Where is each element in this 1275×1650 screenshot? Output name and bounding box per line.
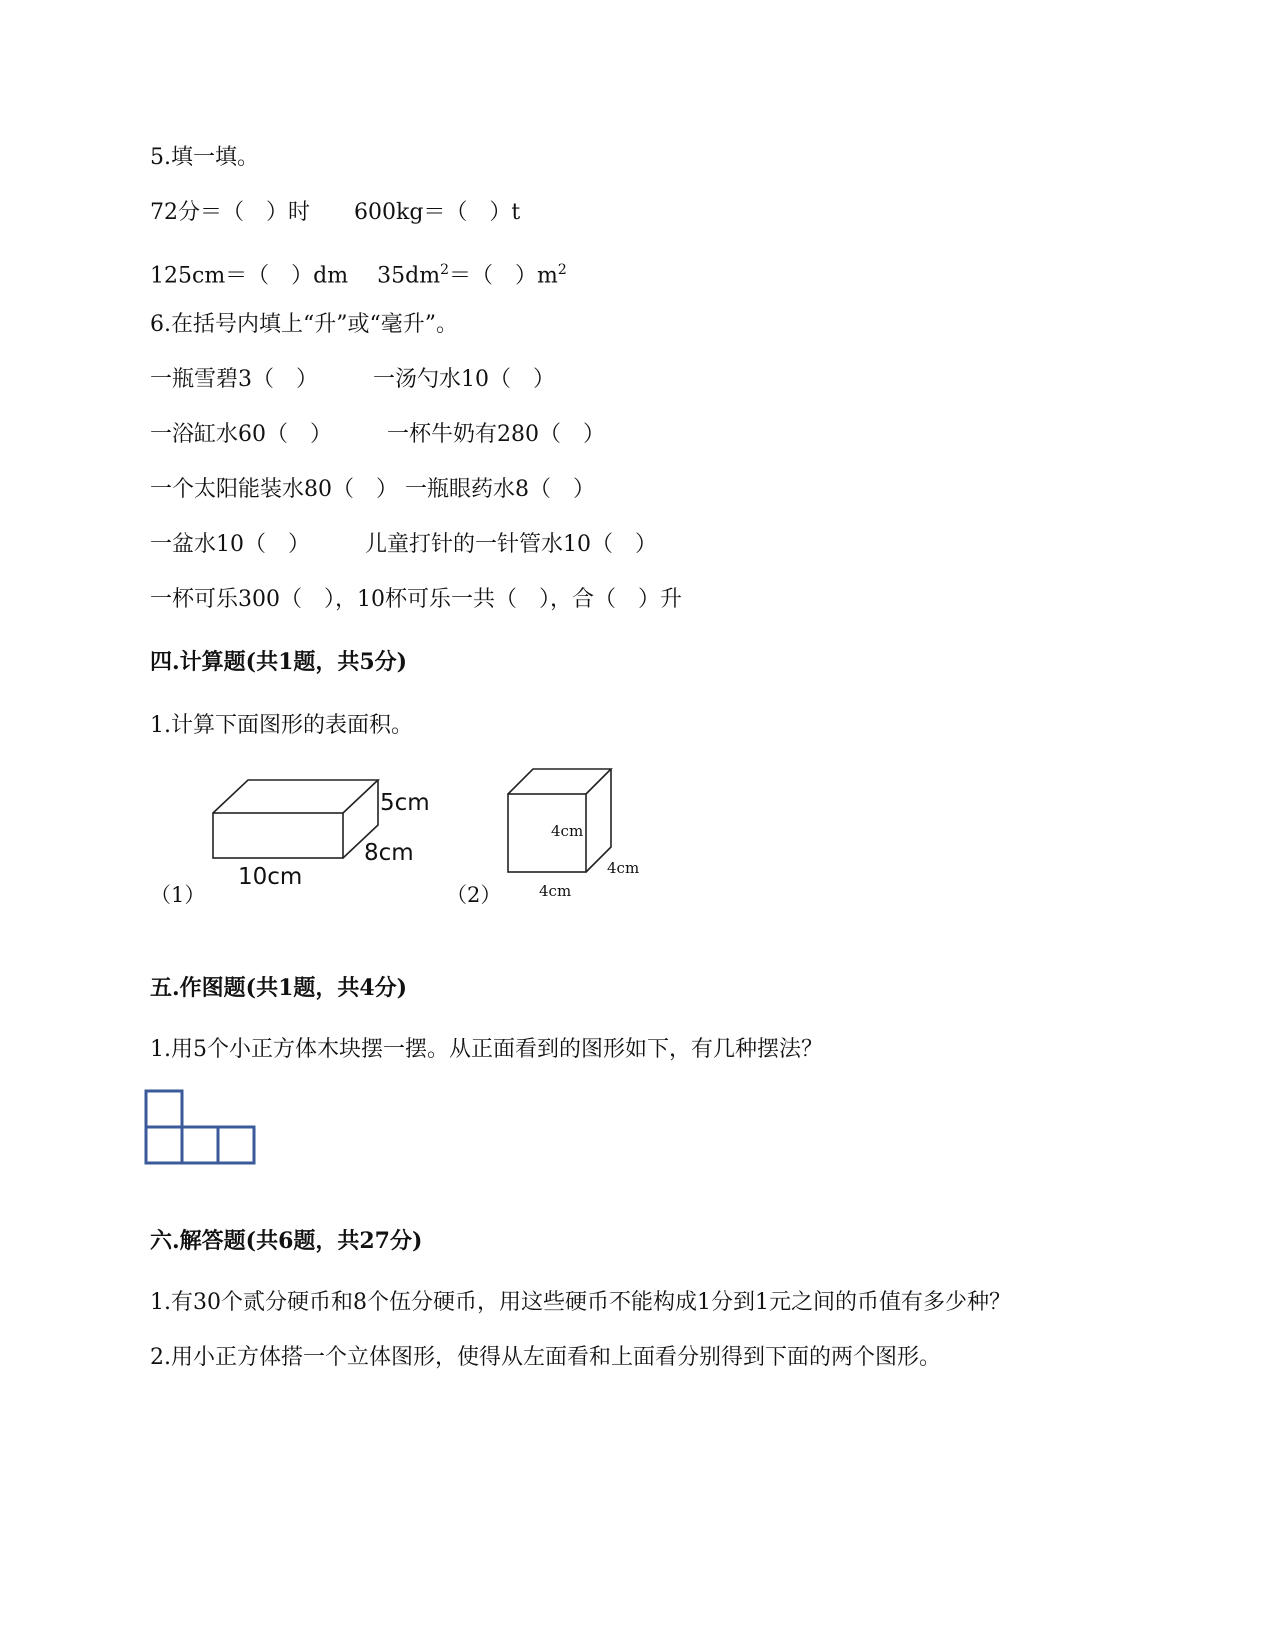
fig2-edge-c-label: 4cm [539,882,572,900]
section5-heading: 五.作图题(共1题，共4分) [150,975,408,1001]
cuboid-figure [210,775,390,870]
section6-q1: 1.有30个贰分硬币和8个伍分硬币，用这些硬币不能构成1分到1元之间的币值有多少种？ [150,1290,1011,1315]
q6-title: 6.在括号内填上“升”或“毫升”。 [150,312,458,337]
section6-q2: 2.用小正方体搭一个立体图形，使得从左面看和上面看分别得到下面的两个图形。 [150,1345,941,1370]
q5-row1: 72分＝（ ）时 600kg＝（ ）t [150,200,521,225]
fig2-label: （2） [446,883,502,907]
grid-cell-top [146,1091,182,1127]
q5-row2-part2: ＝（ ）m [448,263,558,289]
front-view-grid [144,1089,258,1167]
grid-cell-bottom-2 [182,1127,218,1163]
cube-top-face [508,769,611,794]
cuboid-top-face [213,780,378,813]
fig1-length-label: 10cm [238,864,303,890]
fig1-width-label: 8cm [364,840,414,866]
q5-row2-sup1: 2 [440,262,449,278]
q5-row2-part1: 125cm＝（ ）dm 35dm [150,263,441,289]
section4-heading: 四.计算题(共1题，共5分) [150,649,408,675]
q6-row-3: 一个太阳能装水80（ ） 一瓶眼药水8（ ） [150,477,595,502]
q6-row-4: 一盆水10（ ） 儿童打针的一针管水10（ ） [150,532,657,557]
section6-heading: 六.解答题(共6题，共27分) [150,1228,423,1254]
q5-title: 5.填一填。 [150,145,259,170]
q6-row-5: 一杯可乐300（ ），10杯可乐一共（ ），合（ ）升 [150,587,682,612]
section4-q1: 1.计算下面图形的表面积。 [150,713,413,738]
grid-cell-bottom-3 [218,1127,254,1163]
fig1-height-label: 5cm [380,790,430,816]
q5-row2 [150,256,567,290]
fig2-edge-a-label: 4cm [551,822,584,840]
q6-row-2: 一浴缸水60（ ） 一杯牛奶有280（ ） [150,422,605,447]
section5-q1: 1.用5个小正方体木块摆一摆。从正面看到的图形如下，有几种摆法？ [150,1037,823,1062]
cuboid-front-face [213,813,343,858]
grid-cell-bottom-1 [146,1127,182,1163]
q5-row2-sup2: 2 [557,262,567,278]
q6-row-1: 一瓶雪碧3（ ） 一汤勺水10（ ） [150,367,555,392]
fig1-label: （1） [150,883,206,907]
fig2-edge-b-label: 4cm [607,859,640,877]
